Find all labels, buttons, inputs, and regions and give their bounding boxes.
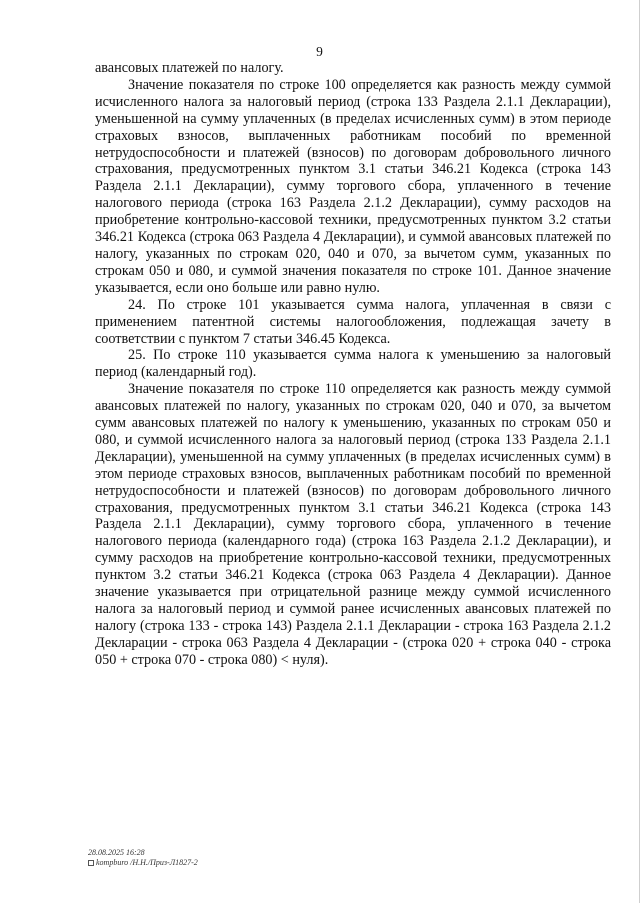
document-footer — [88, 848, 198, 868]
document-body — [95, 60, 611, 669]
paragraph-line-110-value: Значение показателя по строке 110 определяется как разность между суммой авансовых платежей по налогу, указанных по строкам 020, 040 и 070, за вычетом сумм авансовых платежей по налогу к уменьшению, указанных по строкам 050 и 080, и суммой исчисленного налога за налоговый период (строка 133 Раздела 2.1.1 Декларации), уменьшенной на сумму уплаченных (в пределах исчисленных сумм) в этом периоде страховых взносов, выплаченных работникам пособий по временной нетрудоспособности и платежей (взносов) по договорам добровольного личного страхования, предусмотренных пунктом 3.1 статьи 346.21 Кодекса (строка 143 Раздела 2.1.1 Декларации), сумму торгового сбора, уплаченного в течение налогового периода (календарного года) (строка 163 Раздела 2.1.2 Декларации), и сумму расходов на приобретение контрольно-кассовой техники, предусмотренных пунктом 3.2 статьи 346.21 Кодекса (строка 063 Раздела 4 Декларации). Данное значение указывается при отрицательной разнице между суммой исчисленного налога за налоговый период и суммой ранее исчисленных авансовых платежей по налогу (строка 133 - строка 143) Раздела 2.1.1 Декларации - строка 163 Раздела 2.1.2 Декларации - строка 063 Раздела 4 Декларации - (строка 020 + строка 040 - строка 050 + строка 070 - строка 080) < нуля). — [95, 381, 611, 668]
paragraph-continuation: авансовых платежей по налогу. — [95, 60, 284, 76]
paragraph-item-25: 25. По строке 110 указывается сумма налога к уменьшению за налоговый период (календарный год). — [95, 347, 611, 381]
paragraph-line-100-value: Значение показателя по строке 100 определяется как разность между суммой исчисленного налога за налоговый период (строка 133 Раздела 2.1.1 Декларации), уменьшенной на сумму уплаченных (в пределах исчисленных сумм) в этом периоде страховых взносов, выплаченных работникам пособий по временной нетрудоспособности и платежей (взносов) по договорам добровольного личного страхования, предусмотренных пунктом 3.1 статьи 346.21 Кодекса (строка 143 Раздела 2.1.1 Декларации), сумму торгового сбора, уплаченного в течение налогового периода (строка 163 Раздела 2.1.2 Декларации), сумму расходов на приобретение контрольно-кассовой техники, предусмотренных пунктом 3.2 статьи 346.21 Кодекса (строка 063 Раздела 4 Декларации), и суммой авансовых платежей по налогу, указанных по строкам 020, 040 и 070, за вычетом сумм, указанных по строкам 050 и 080, и суммой значения показателя по строке 101. Данное значение указывается, если оно больше или равно нулю. — [95, 76, 611, 296]
footer-path-line — [88, 858, 198, 868]
file-icon — [88, 860, 94, 866]
footer-path: kompburo /Н.Н./Приз-Л1827-2 — [96, 858, 198, 867]
footer-datetime: 28.08.2025 16:28 — [88, 848, 145, 857]
paragraph-item-24: 24. По строке 101 указывается сумма налога, уплаченная в связи с применением патентной системы налогообложения, подлежащая зачету в соответствии с пунктом 7 статьи 346.45 Кодекса. — [95, 296, 611, 347]
page-number: 9 — [316, 44, 323, 59]
